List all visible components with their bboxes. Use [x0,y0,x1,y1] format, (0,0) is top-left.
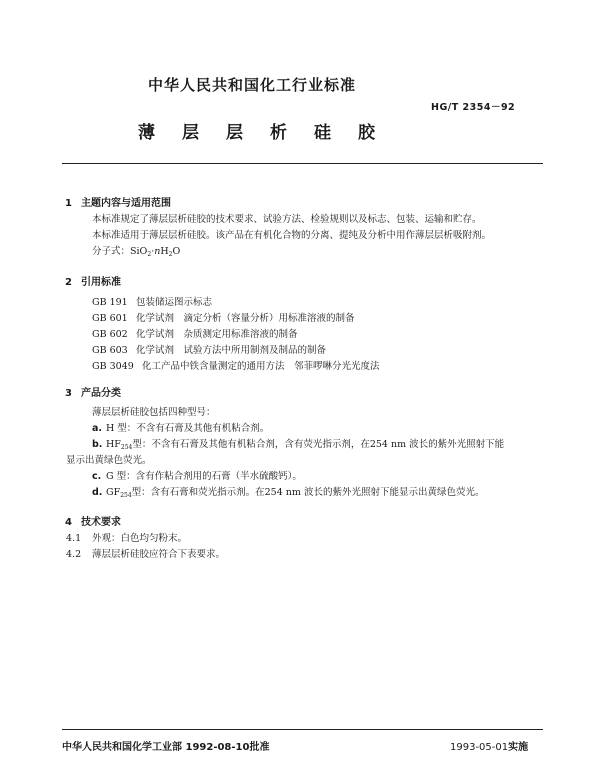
item-type-subscript: 254 [120,444,133,451]
item-text: 型：不含有石膏及其他有机粘合剂，含有荧光指示剂，在254 nm 波长的紫外光照射下能 [132,439,505,450]
reference-text: 化学试剂 试验方法中所用制剂及制品的制备 [136,345,327,356]
section-1-para-1: 本标准规定了薄层层析硅胶的技术要求、试验方法、检验规则以及标志、包装、运输和贮存。 [92,214,482,225]
type-item-d [92,486,484,503]
section-1-heading [65,194,171,209]
section-title: 技术要求 [81,517,121,528]
formula-label: 分子式： [92,246,131,257]
item-type-code: GF [106,487,121,498]
requirement-text: 薄层层析硅胶应符合下表要求。 [92,549,226,560]
requirement-item [66,548,225,562]
requirement-text: 外观：白色均匀粉末。 [92,533,188,544]
reference-code: GB 3049 [92,361,134,372]
type-item-b [92,438,504,455]
reference-code: GB 191 [92,297,128,308]
section-3-intro: 薄层层析硅胶包括四种型号： [92,407,216,418]
title-char: 层 [226,123,243,143]
reference-code: GB 603 [92,345,128,356]
standard-code: HG/T 2354－92 [431,102,516,113]
section-number: 1 [65,198,72,209]
type-item-b-continued: 显示出黄绿色荧光。 [66,455,152,466]
requirement-number: 4.1 [66,533,82,544]
item-text: H 型：不含有石膏及其他有机粘合剂。 [106,423,270,434]
reference-item [92,360,380,374]
formula-subscript: 2 [168,251,173,258]
section-title: 产品分类 [81,388,121,399]
implementation-date: 1993-05-01 [450,742,509,753]
implementation-label: 实施 [508,742,529,753]
item-text: 型：含有石膏和荧光指示剂。在254 nm 波长的紫外光照射下能显示出黄绿色荧光。 [131,487,485,498]
formula-part: SiO [130,246,148,257]
formula-part: n [154,246,161,257]
reference-item [92,296,212,310]
section-3-heading [65,384,121,399]
section-number: 4 [65,517,72,528]
section-2-heading [65,273,121,288]
reference-text: 化学试剂 杂质测定用标准溶液的制备 [136,329,298,340]
header-divider [62,163,543,164]
item-letter: c. [92,471,102,482]
title-char: 硅 [314,123,331,143]
section-number: 2 [65,277,72,288]
title-char: 胶 [358,123,375,143]
reference-text: 化工产品中铁含量测定的通用方法 邻菲啰啉分光光度法 [142,361,380,372]
type-item-c [92,470,302,484]
reference-item [92,312,355,326]
formula-subscript: 2 [147,251,152,258]
item-letter: a. [92,423,103,434]
formula-part: H [160,246,169,257]
reference-item [92,344,326,358]
formula-part: O [172,246,181,257]
section-title: 引用标准 [81,277,121,288]
industry-standard-title: 中华人民共和国化工行业标准 [148,76,357,94]
requirement-number: 4.2 [66,549,82,560]
requirement-item [66,532,187,546]
section-4-heading [65,513,121,528]
reference-item [92,328,298,342]
molecular-formula [92,245,180,262]
formula-part: · [151,246,155,257]
title-char: 层 [182,123,199,143]
reference-text: 包装储运图示标志 [136,297,213,308]
reference-text: 化学试剂 滴定分析（容量分析）用标准溶液的制备 [136,313,355,324]
reference-code: GB 602 [92,329,128,340]
item-type-subscript: 254 [120,492,132,499]
reference-code: GB 601 [92,313,128,324]
footer-divider [62,729,543,730]
type-item-a [92,422,269,436]
section-number: 3 [65,388,72,399]
implementation-line [450,738,528,753]
item-letter: b. [92,439,103,450]
section-1-para-2: 本标准适用于薄层层析硅胶。该产品在有机化合物的分离、提纯及分析中用作薄层层析吸附剂。 [92,230,492,241]
approval-line: 中华人民共和国化学工业部 1992-08-10批准 [62,742,270,753]
document-title [138,118,402,143]
section-title: 主题内容与适用范围 [81,198,171,209]
item-text: G 型：含有作粘合剂用的石膏（半水硫酸钙）。 [106,471,302,482]
item-type-code: HF [106,439,121,450]
title-char: 析 [270,123,287,143]
item-letter: d. [92,487,103,498]
title-char: 薄 [138,123,155,143]
